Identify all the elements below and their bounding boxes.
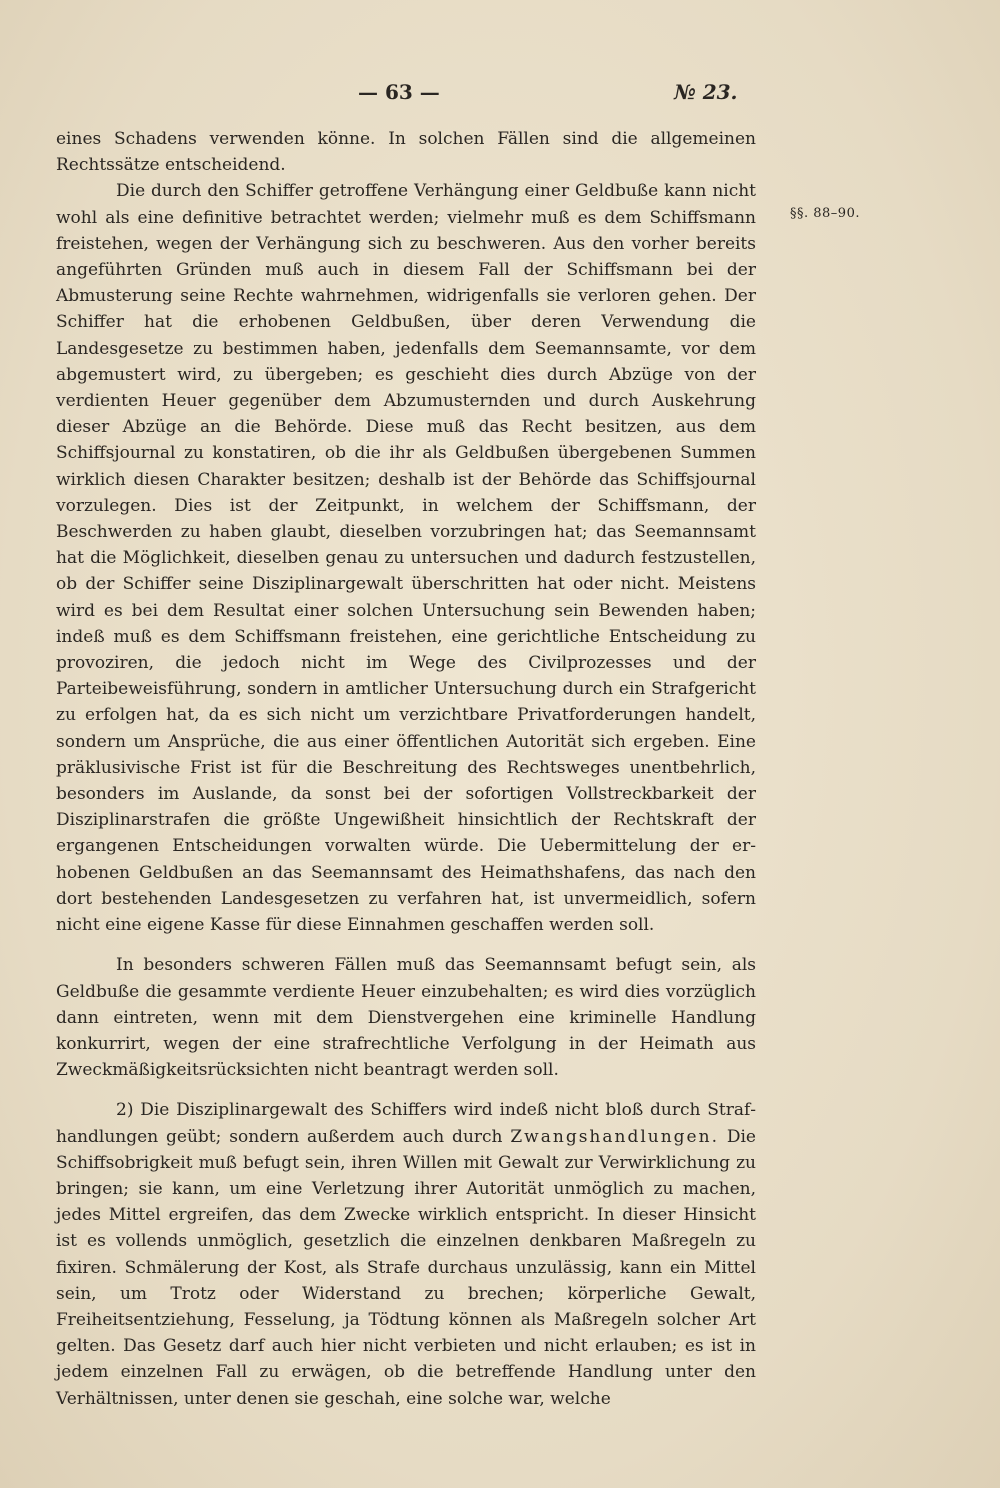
body-text bbox=[56, 126, 756, 1412]
page-number: — 63 — bbox=[358, 80, 440, 104]
paragraph-continuation: eines Schadens verwenden könne. In solchen Fällen sind die allgemeinen Rechtssätze entscheidend. bbox=[56, 129, 756, 176]
sheet-number: № 23. bbox=[674, 80, 738, 104]
para4-text-before: 2) Die Disziplinargewalt des Schiffers wird indeß nicht bloß durch Strafhandlungen geübt; sondern außerdem auch durch bbox=[56, 1100, 756, 1147]
paragraph-coercive-measures bbox=[56, 1097, 756, 1411]
paragraph-fines: Die durch den Schiffer getroffene Verhängung einer Geldbuße kann nicht wohl als eine definitive betrachtet werden; vielmehr muß es dem Schiffsmann freistehen, wegen der Verhängung sich zu beschweren. Aus den vorher bereits angeführten Gründen muß auch in diesem Fall der Schiffsmann bei der Abmusterung seine Rechte wahrnehmen, widrigenfalls sie verloren gehen. Der Schiffer hat die erhobenen Geldbußen, über deren Verwendung die Landesgesetze zu bestimmen haben, jedenfalls dem Seemannsamte, vor dem abgemustert wird, zu übergeben; es geschieht dies durch Abzüge von der verdienten Heuer gegenüber dem Abzumusternden und durch Auskehrung dieser Abzüge an die Behörde. Diese muß das Recht besitzen, aus dem Schiffsjournal zu konstatiren, ob die ihr als Geldbußen übergebenen Summen wirklich diesen Charakter besitzen; deshalb ist der Behörde das Schiffsjournal vorzulegen. Dies ist der Zeitpunkt, in welchem der Schiffsmann, der Beschwerden zu haben glaubt, dieselben vorzubringen hat; das Seemannsamt hat die Möglichkeit, dieselben genau zu untersuchen und dadurch festzustellen, ob der Schiffer seine Disziplinargewalt überschritten hat oder nicht. Meistens wird es bei dem Resultat einer solchen Untersuchung sein Bewenden haben; indeß muß es dem Schiffsmann freistehen, eine gerichtliche Entscheidung zu provoziren, die jedoch nicht im Wege des Civilprozesses und der Parteibeweisführung, sondern in amtlicher Untersuchung durch ein Strafgericht zu erfolgen hat, da es sich nicht um verzichtbare Privatforderungen handelt, sondern um Ansprüche, die aus einer öffentlichen Autorität sich ergeben. Eine präklusivische Frist ist für die Beschreitung des Rechtsweges unentbehrlich, besonders im Auslande, da sonst bei der sofortigen Vollstreckbarkeit der Disziplinarstrafen die größte Ungewißheit hinsichtlich der Rechtskraft der ergangenen Entscheidungen vorwalten würde. Die Uebermittelung der erhobenen Geldbußen an das Seemannsamt des Heimathshafens, das nach den dort bestehenden Landesgesetzen zu verfahren hat, ist unvermeidlich, sofern nicht eine eigene Kasse für diese Einnahmen geschaffen werden soll. bbox=[56, 181, 756, 936]
margin-note: §§. 88–90. bbox=[790, 206, 860, 221]
paragraph-severe-cases: In besonders schweren Fällen muß das Seemannsamt befugt sein, als Geldbuße die gesammte verdiente Heuer einzubehalten; es wird dies vorzüglich dann eintreten, wenn mit dem Dienstvergehen eine kriminelle Handlung konkurrirt, wegen der eine strafrechtliche Verfolgung in der Heimath aus Zweckmäßigkeitsrücksichten nicht beantragt werden soll. bbox=[56, 955, 756, 1081]
para4-text-after: Die Schiffsobrigkeit muß befugt sein, ihren Willen mit Gewalt zur Verwirklichung zu bringen; sie kann, um eine Verletzung ihrer Autorität unmöglich zu machen, jedes Mittel ergreifen, das dem Zwecke wirklich entspricht. In dieser Hinsicht ist es vollends unmöglich, gesetzlich die einzelnen denkbaren Maßregeln zu fixiren. Schmälerung der Kost, als Strafe durchaus unzulässig, kann ein Mittel sein, um Trotz oder Widerstand zu brechen; körperliche Gewalt, Freiheitsentziehung, Fesselung, ja Tödtung können als Maßregeln solcher Art gelten. Das Gesetz darf auch hier nicht verbieten und nicht erlauben; es ist in jedem einzelnen Fall zu erwägen, ob die betreffende Handlung unter den Verhältnissen, unter denen sie geschah, eine solche war, welche bbox=[56, 1126, 756, 1409]
para4-spaced-term: Zwangshandlungen. bbox=[510, 1126, 719, 1147]
page-header bbox=[330, 80, 770, 110]
